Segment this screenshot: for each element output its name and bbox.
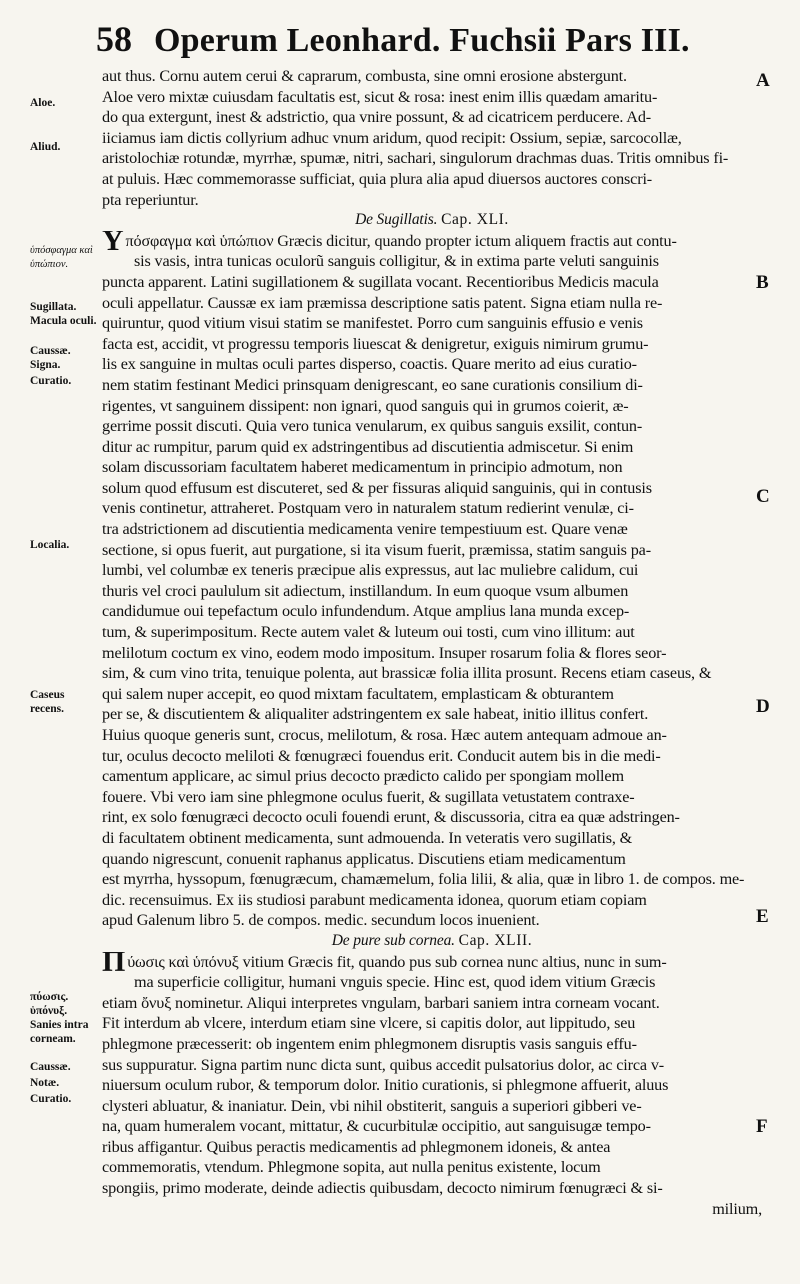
page-number: 58: [96, 19, 132, 59]
text-line: melilotum coctum ex vino, eodem modo impositum. Insuper rosarum folia & flores seor-: [102, 643, 667, 662]
text-line: gerrime possit discuti. Quia vero tunica venularum, ex quibus sanguis exsilit, contun-: [102, 417, 643, 436]
text-line: nem statim festinant Medici prinsquam denigrescant, eo sane curationis consilium di-: [102, 375, 643, 394]
text-line: πόσφαγμα καὶ ὑπώπιον Græcis dicitur, quando propter ictum aliquem fractis aut contu-: [125, 231, 677, 250]
text-line: puncta apparent. Latini sugillationem & sugillata vocant. Recentioribus Medicis macula: [102, 272, 659, 291]
chapter-41-title: De Sugillatis.: [355, 211, 438, 229]
text-line: do qua extergunt, inest & adstrictio, qua vnire possunt, & ad cicatricem perducere. Ad-: [102, 108, 651, 127]
text-line: lumbi, vel columbæ ex teneris præcipue alis expressus, aut lac muliebre calidum, cui: [102, 561, 639, 580]
text-line: ύωσις καὶ ὑπόνυξ vitium Græcis fit, quando pus sub cornea nunc altius, nunc in sum-: [127, 952, 667, 971]
margin-letter-b: B: [756, 272, 769, 293]
margin-note-sugillata: Sugillata.: [30, 301, 77, 313]
chapter-41-heading: [102, 210, 762, 231]
margin-note-signa: Signa.: [30, 359, 61, 371]
running-head: Operum Leonhard. Fuchsii Pars III.: [154, 22, 690, 59]
text-line: qui salem nuper accepit, eo quod mixtam facultatem, emplasticam & obturantem: [102, 684, 614, 703]
text-line: facta est, accidit, vt progressu temporis liuescat & denigretur, exiguis nimirum grumu-: [102, 334, 649, 353]
text-line: di facultatem obtinent medicamenta, sunt admouenda. In veteratis vero sugillatis, &: [102, 828, 633, 847]
margin-note-caussae: Caussæ.: [30, 345, 71, 357]
margin-note-caseus-recens: Caseus recens.: [30, 689, 65, 715]
chapter-41-initial: Y: [102, 230, 124, 252]
left-margin-notes: [0, 0, 100, 1284]
section-intro: [102, 66, 762, 210]
margin-letter-d: D: [756, 696, 770, 717]
text-line: pta reperiuntur.: [102, 190, 199, 209]
margin-letter-f: F: [756, 1116, 768, 1137]
chapter-42-number: Cap. XLII.: [458, 931, 533, 949]
text-line: niuersum oculum rubor, & temporum dolor. Initio curationis, si phlegmone affuerit, aluus: [102, 1076, 669, 1095]
margin-note-caussae-2: Caussæ.: [30, 1061, 71, 1073]
margin-note-aliud: Aliud.: [30, 141, 61, 153]
text-line: thuris vel croci paululum sit adiectum, instillandum. In eum quoque vsum albumen: [102, 581, 629, 600]
text-line: phlegmone præcesserit: ob ingentem enim phlegmonem disruptis vasis sanguis effu-: [102, 1034, 637, 1053]
text-line: dic. recensuimus. Ex iis studiosi parabunt medicamenta idonea, quorum etiam copiam: [102, 890, 647, 909]
text-line: rint, ex solo fœnugræci decocto oculi fouendi erunt, & discussoria, citra ea quæ adstringen-: [102, 808, 680, 827]
text-line: ribus affigantur. Quibus peractis medicamentis ad phlegmonem idoneis, & antea: [102, 1137, 611, 1156]
text-line: sis vasis, intra tunicas oculorũ sanguis colligitur, & in extima parte veluti sanguinis: [134, 252, 659, 271]
text-line: solam discussoriam facultatem haberet medicamentum in principio admotum, non: [102, 458, 623, 477]
text-line: venis continetur, attraheret. Postquam vero in naturalem statum redierint venulæ, ci-: [102, 499, 634, 518]
text-line: iiciamus iam dictis collyrium adhuc vnum aridum, quod recipit: Ossium, sepiæ, sarcocollæ,: [102, 128, 682, 147]
margin-note-aloe: Aloe.: [30, 97, 56, 109]
chapter-42-initial: Π: [102, 951, 126, 973]
text-line: tur, oculus decocto meliloti & fœnugræci fouendus erit. Conducit autem bis in die medi-: [102, 746, 661, 765]
text-line: commemoratis, vtendum. Phlegmone sopita, aut nulla penitus existente, locum: [102, 1158, 601, 1177]
text-line: clysteri abluatur, & inaniatur. Dein, vbi nihil obstiterit, sanguis a superiori gibberi ve-: [102, 1096, 642, 1115]
margin-note-macula-oculi: Macula oculi.: [30, 315, 97, 327]
text-line: camentum applicare, ac simul prius decocto prædicto calido per spongiam mollem: [102, 767, 624, 786]
text-line: quando nigrescunt, conuenit raphanus applicatus. Discutiens etiam medicamentum: [102, 849, 626, 868]
text-line: tum, & superimpositum. Recte autem valet & luteum oui tosti, cum vino illitum: aut: [102, 623, 635, 642]
text-line: fouere. Vbi vero iam sine phlegmone oculus fuerit, & sugillata vetustatem contraxe-: [102, 787, 635, 806]
margin-note-curatio-2: Curatio.: [30, 1093, 72, 1105]
text-line: quiruntur, quod vitium visui statim se manifestet. Porro cum sanguinis effusio e venis: [102, 314, 643, 333]
text-line: sim, & cum vino trita, tenuique polenta, aut brassicæ folia illita prosunt. Recens etiam caseus, &: [102, 664, 712, 683]
chapter-41-body: [102, 231, 762, 931]
page-header: [96, 18, 736, 68]
text-line: oculi appellatur. Caussæ ex iam præmissa descriptione satis patent. Signa etiam nulla re-: [102, 293, 663, 312]
text-line: aristolochiæ rotundæ, myrrhæ, spumæ, nitri, sachari, singulorum drachmas duas. Tritis omnibus fi-: [102, 149, 729, 168]
margin-letter-a: A: [756, 70, 770, 91]
text-line: ma superficie colligitur, humani vnguis specie. Hinc est, quod idem vitium Græcis: [134, 973, 656, 992]
text-line: per se, & discutientem & aliqualiter adstringentem ex sale habeat, initio illitus confert.: [102, 705, 649, 724]
text-line: aut thus. Cornu autem cerui & caprarum, combusta, sine omni erosione abstergunt.: [102, 67, 627, 85]
text-line: sectione, si opus fuerit, aut purgatione, si ita visum fuerit, præmissa, statim sanguis pa-: [102, 540, 651, 559]
text-line: tra adstrictionem ad discutientia medicamenta venire tempestiuum est. Quare venæ: [102, 520, 628, 539]
chapter-42-heading: [102, 931, 762, 952]
margin-note-curatio: Curatio.: [30, 375, 72, 387]
catchword: milium,: [712, 1199, 762, 1218]
margin-note-notae: Notæ.: [30, 1077, 60, 1089]
chapter-41-number: Cap. XLI.: [441, 211, 509, 229]
margin-letter-c: C: [756, 486, 770, 507]
text-line: est myrrha, hyssopum, fœnugræcum, chamæmelum, folia lilii, & alia, quæ in libro 1. de compos. me-: [102, 870, 745, 889]
text-line: candidumue oui tepefactum oculo infundendum. Atque amplius lana munda excep-: [102, 602, 630, 621]
margin-note-localia: Localia.: [30, 539, 70, 551]
text-line: Huius quoque generis sunt, crocus, melilotum, & rosa. Hæc autem antequam admoue an-: [102, 726, 667, 744]
text-line: ditur ac rumpitur, parum quid ex adstringentibus ad discutientia admiscetur. Si enim: [102, 437, 634, 456]
margin-letter-e: E: [756, 906, 769, 927]
text-line: na, quam humeralem vocant, mittatur, & cucurbitulæ occipitio, aut sanguisugæ tempo-: [102, 1117, 651, 1136]
text-line: apud Galenum libro 5. de compos. medic. secundum locos inuenient.: [102, 911, 540, 930]
chapter-42-body: [102, 952, 762, 1220]
text-line: Fit interdum ab vlcere, interdum etiam sine vlcere, si capitis dolor, aut lippitudo, seu: [102, 1014, 636, 1033]
chapter-42-title: De pure sub cornea.: [331, 931, 455, 949]
text-line: Aloe vero mixtæ cuiusdam facultatis est, sicut & rosa: inest enim illis quædam amaritu-: [102, 87, 658, 106]
text-line: rigentes, vt sanguinem dissipent: non ignari, quod sanguis qui in grumos coierit, æ-: [102, 396, 629, 415]
main-text: [102, 66, 762, 1219]
text-line: spongiis, primo moderate, deinde adiectis quibusdam, decocto nimirum fœnugræci & si-: [102, 1179, 663, 1198]
text-line: at puluis. Hæc commemorasse sufficiat, quia plura alia apud diuersos auctores conscri-: [102, 169, 653, 188]
margin-note-greek-hyposphagma: ὑπόσφαγμα καὶ ὑπώπιον.: [30, 245, 93, 270]
text-line: sus suppuratur. Signa partim nunc dicta sunt, quibus accedit pulsatorius dolor, ac circa v-: [102, 1055, 665, 1074]
text-line: etiam ὄνυξ nominetur. Aliqui interpretes vngulam, barbari saniem intra corneam vocant.: [102, 993, 660, 1012]
text-line: lis ex sanguine in multas oculi partes disperso, coactis. Quare merito ad eius curatio-: [102, 355, 637, 374]
margin-note-sanies-intra-corneam: πύωσις. ὑπόνυξ. Sanies intra corneam.: [30, 991, 89, 1045]
text-line: solum quod effusum est discuteret, sed & per fissuras aliquid sanguinis, qui in contusis: [102, 478, 652, 497]
